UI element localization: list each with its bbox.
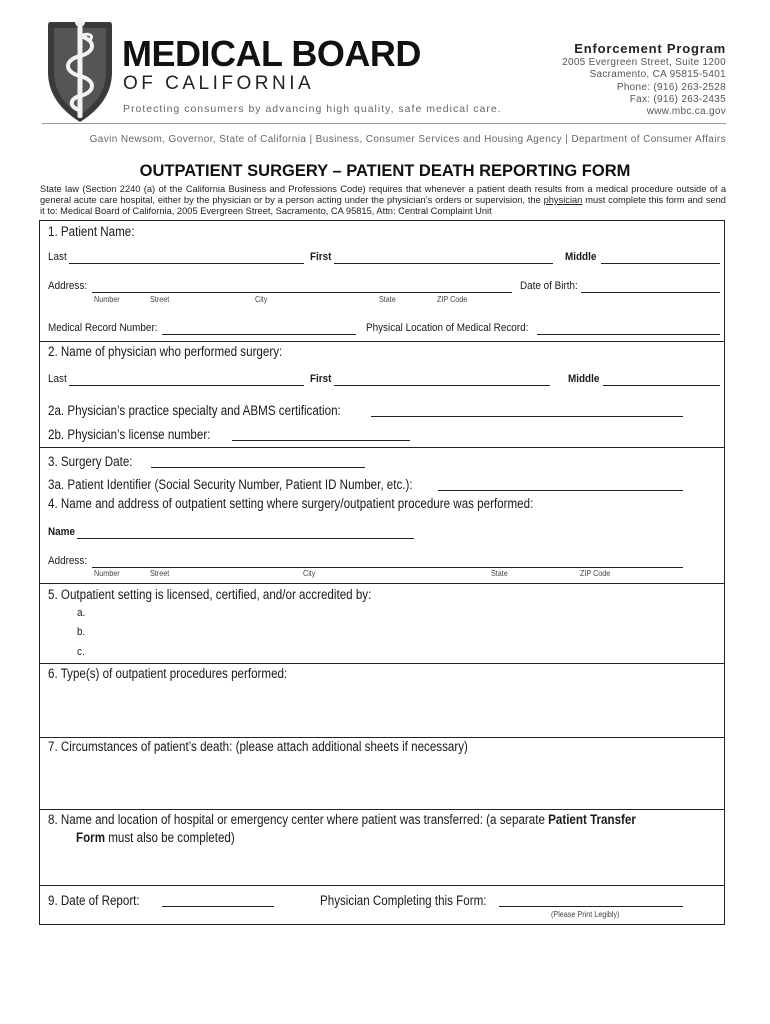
intro-text-end: must complete this form and send it to: Medical Board of California, 2005 Evergreen Street, Sacramento, CA 95815, Attn: Central Complaint Unit [40,195,726,216]
website: www.mbc.ca.gov [646,106,726,118]
s1-location-label: Physical Location of Medical Record: [366,322,529,334]
government-line: Gavin Newsom, Governor, State of California | Business, Consumer Services and Housing Agency | Department of Consumer Affairs [89,134,726,145]
intro-physician: physician [543,195,583,205]
s8-title-end: must also be completed) [105,830,235,845]
s4-address-field[interactable] [92,567,683,568]
s2b-label: 2b. Physician’s license number: [48,427,211,442]
s4-sub-state: State [491,569,508,578]
s1-first-label: First [310,251,332,263]
s4-title: 4. Name and address of outpatient setting where surgery/outpatient procedure was performed: [48,496,534,511]
s2-last-label: Last [48,373,67,385]
s7-title: 7. Circumstances of patient’s death: (please attach additional sheets if necessary) [48,739,468,754]
s9-physician-label: Physician Completing this Form: [320,893,487,908]
s1-dob-label: Date of Birth: [520,280,578,292]
s5-item-a[interactable]: a. [77,607,86,619]
s4-name-label: Name [48,526,75,538]
divider-4 [40,583,724,584]
s4-sub-number: Number [94,569,120,578]
s2a-label: 2a. Physician’s practice specialty and ABMS certification: [48,403,341,418]
s1-address-label: Address: [48,280,88,292]
s1-sub-state: State [379,295,396,304]
header-divider [42,123,726,124]
address-line-2: Sacramento, CA 95815-5401 [589,69,726,81]
s1-title: 1. Patient Name: [48,224,135,239]
s1-sub-zip: ZIP Code [437,295,468,304]
s4-name-field[interactable] [77,538,414,539]
intro-text: State law (Section 2240 (a) of the California Business and Professions Code) requires that whenever a patient death results from a medical procedure outside of a general acute care hospital, either by the physician or by a person acting under the physician’s orders or supervision, the [40,184,726,205]
s1-middle-field[interactable] [601,263,720,264]
s1-dob-field[interactable] [581,292,720,293]
s8-title [48,813,636,827]
s2-first-label: First [310,373,332,385]
s1-sub-city: City [255,295,268,304]
divider-1 [40,341,724,342]
divider-6 [40,737,724,738]
divider-8 [40,885,724,886]
form-frame [39,220,725,925]
s1-sub-street: Street [150,295,170,304]
divider-5 [40,663,724,664]
s5-item-c[interactable]: c. [77,646,85,658]
divider-7 [40,809,724,810]
divider-2 [40,447,724,448]
s4-sub-street: Street [150,569,170,578]
s1-sub-number: Number [94,295,120,304]
s1-location-field[interactable] [537,334,720,335]
s1-last-label: Last [48,251,67,263]
s9-date-field[interactable] [162,906,274,907]
s1-first-field[interactable] [334,263,553,264]
s2b-field[interactable] [232,440,410,441]
form-title: OUTPATIENT SURGERY – PATIENT DEATH REPORTING FORM [139,162,631,180]
fax: Fax: (916) 263-2435 [629,93,726,105]
s9-physician-field[interactable] [499,906,683,907]
s8-title-form: Form [76,830,106,845]
s2-middle-label: Middle [568,373,600,385]
s2-first-field[interactable] [334,385,550,386]
org-tagline: Protecting consumers by advancing high quality, safe medical care. [123,103,502,115]
s1-address-field[interactable] [92,292,512,293]
s3a-label: 3a. Patient Identifier (Social Security Number, Patient ID Number, etc.): [48,477,413,492]
s4-address-label: Address: [48,555,88,567]
s4-sub-city: City [303,569,316,578]
s2a-field[interactable] [371,416,683,417]
s3a-field[interactable] [438,490,683,491]
program-name: Enforcement Program [574,41,726,56]
intro-paragraph [40,184,726,217]
s6-answer-area[interactable] [41,685,723,735]
s2-middle-field[interactable] [603,385,720,386]
s1-last-field[interactable] [69,263,304,264]
s8-answer-area[interactable] [41,849,723,881]
s8-title-line2 [76,831,235,845]
s2-last-field[interactable] [69,385,304,386]
s3-title: 3. Surgery Date: [48,454,133,469]
s3-date-field[interactable] [151,467,365,468]
s4-sub-zip: ZIP Code [580,569,611,578]
address-line-1: 2005 Evergreen Street, Suite 1200 [562,57,726,68]
s1-mrn-field[interactable] [162,334,356,335]
s2-title: 2. Name of physician who performed surgery: [48,344,283,359]
s6-title: 6. Type(s) of outpatient procedures performed: [48,666,288,681]
caduceus-shield-icon [42,14,118,126]
s1-mrn-label: Medical Record Number: [48,322,158,334]
org-sub: OF CALIFORNIA [123,73,315,94]
phone: Phone: (916) 263-2528 [616,81,726,93]
s5-item-b[interactable]: b. [77,626,86,638]
s8-title-text: 8. Name and location of hospital or emergency center where patient was transferred: (a separate [48,812,549,827]
s9-date-label: 9. Date of Report: [48,893,140,908]
s9-print-note: (Please Print Legibly) [551,910,620,919]
s8-title-bold: Patient Transfer [548,812,636,827]
org-name: MEDICAL BOARD [122,33,421,74]
s1-middle-label: Middle [565,251,597,263]
s7-answer-area[interactable] [41,759,723,807]
contact-block [562,42,726,119]
s5-title: 5. Outpatient setting is licensed, certified, and/or accredited by: [48,587,372,602]
